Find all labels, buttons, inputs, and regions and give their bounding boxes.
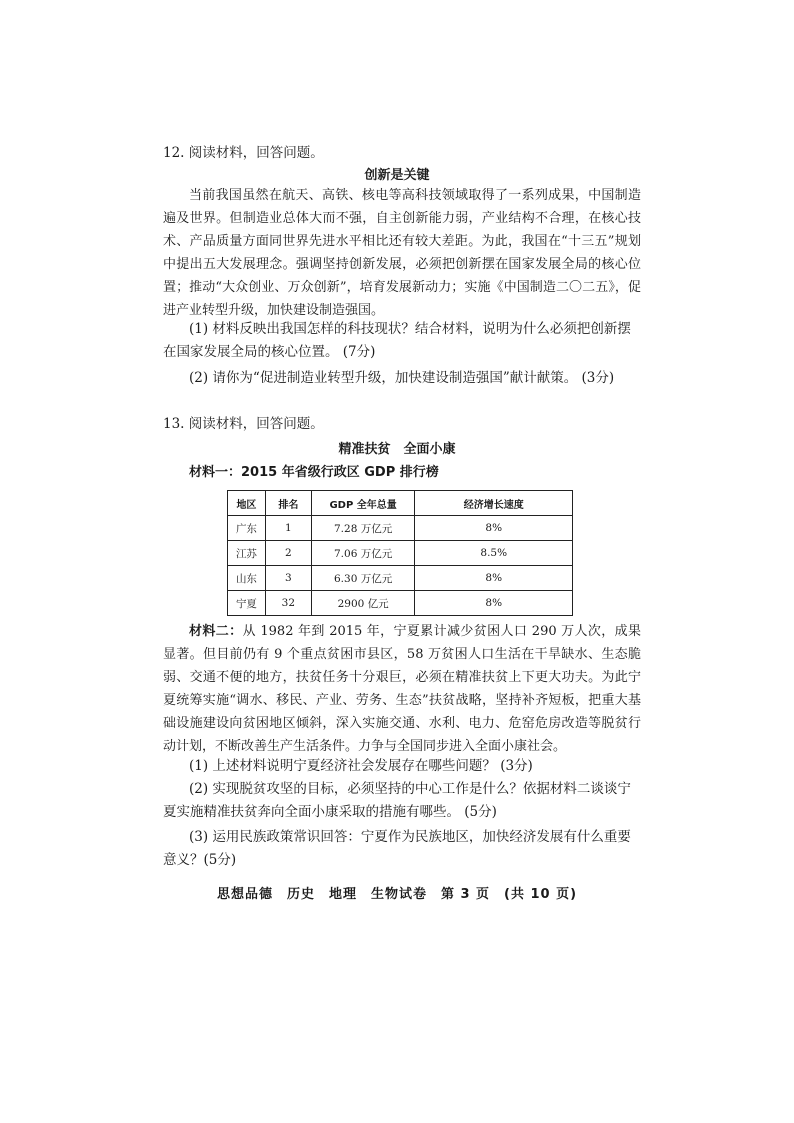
question-13-sub-2: (2) 实现脱贫攻坚的目标，必须坚持的中心工作是什么？依据材料二谈谈宁夏实施精准扶贫奔向全面小康采取的措施有哪些。 (5分) xyxy=(163,781,631,820)
table-cell: 宁夏 xyxy=(228,591,266,616)
material-2-label: 材料二： xyxy=(189,624,243,639)
table-header-cell: 经济增长速度 xyxy=(415,491,573,516)
table-cell: 2900 亿元 xyxy=(311,591,415,616)
table-cell: 3 xyxy=(265,566,311,591)
table-row xyxy=(228,516,573,541)
material-1-label: 材料一：2015 年省级行政区 GDP 排行榜 xyxy=(189,465,439,480)
table-cell: 山东 xyxy=(228,566,266,591)
question-12-sub-1: (1) 材料反映出我国怎样的科技现状？结合材料，说明为什么必须把创新摆在国家发展全局的核心位置。 (7分) xyxy=(163,321,631,360)
question-13-heading: 13. 阅读材料，回答问题。 xyxy=(163,416,324,432)
table-cell: 8% xyxy=(415,591,573,616)
table-cell: 广东 xyxy=(228,516,266,541)
question-12-material: 当前我国虽然在航天、高铁、核电等高科技领域取得了一系列成果，中国制造遍及世界。但制造业总体大而不强，自主创新能力弱，产业结构不合理，在核心技术、产品质量方面同世界先进水平相比还有较大差距。为此，我国在“十三五”规划中提出五大发展理念。强调坚持创新发展，必须把创新摆在国家发展全局的核心位置；推动“大众创业、万众创新”，培育发展新动力；实施《中国制造二〇二五》，促进产业转型升级，加快建设制造强国。 xyxy=(163,188,641,318)
material-2-text: 从 1982 年到 2015 年，宁夏累计减少贫困人口 290 万人次，成果显著。但目前仍有 9 个重点贫困市县区，58 万贫困人口生活在干旱缺水、生态脆弱、交通不便的地方，扶贫任务十分艰巨，必须在精准扶贫上下更大功夫。为此宁夏统筹实施“调水、移民、产业、劳务、生态”扶贫战略，坚持补齐短板，把重大基础设施建设向贫困地区倾斜，深入实施交通、水利、电力、危窑危房改造等脱贫行动计划，不断改善生产生活条件。力争与全国同步进入全面小康社会。 xyxy=(163,624,641,754)
gdp-ranking-table xyxy=(227,490,573,616)
table-cell: 8% xyxy=(415,516,573,541)
question-12-title: 创新是关键 xyxy=(364,168,430,183)
table-cell: 7.28 万亿元 xyxy=(311,516,415,541)
table-row xyxy=(228,566,573,591)
table-header-row xyxy=(228,491,573,516)
table-row xyxy=(228,541,573,566)
page-footer: 思想品德 历史 地理 生物试卷 第 3 页 (共 10 页) xyxy=(216,887,578,902)
table-cell: 2 xyxy=(265,541,311,566)
table-cell: 8% xyxy=(415,566,573,591)
question-13-sub-3: (3) 运用民族政策常识回答：宁夏作为民族地区，加快经济发展有什么重要意义？(5分) xyxy=(163,829,631,868)
table-cell: 江苏 xyxy=(228,541,266,566)
question-13-title: 精准扶贫 全面小康 xyxy=(338,442,456,457)
table-cell: 1 xyxy=(265,516,311,541)
table-header-cell: 地区 xyxy=(228,491,266,516)
table-header-cell: GDP 全年总量 xyxy=(311,491,415,516)
question-12-sub-2: (2) 请你为“促进制造业转型升级，加快建设制造强国”献计献策。 (3分) xyxy=(189,370,615,386)
question-13-sub-1: (1) 上述材料说明宁夏经济社会发展存在哪些问题？ (3分) xyxy=(189,758,533,774)
table-cell: 7.06 万亿元 xyxy=(311,541,415,566)
table-cell: 6.30 万亿元 xyxy=(311,566,415,591)
table-cell: 32 xyxy=(265,591,311,616)
question-12-heading: 12. 阅读材料，回答问题。 xyxy=(163,145,324,161)
question-13-material-2 xyxy=(163,620,641,758)
table-row xyxy=(228,591,573,616)
table-cell: 8.5% xyxy=(415,541,573,566)
table-header-cell: 排名 xyxy=(265,491,311,516)
